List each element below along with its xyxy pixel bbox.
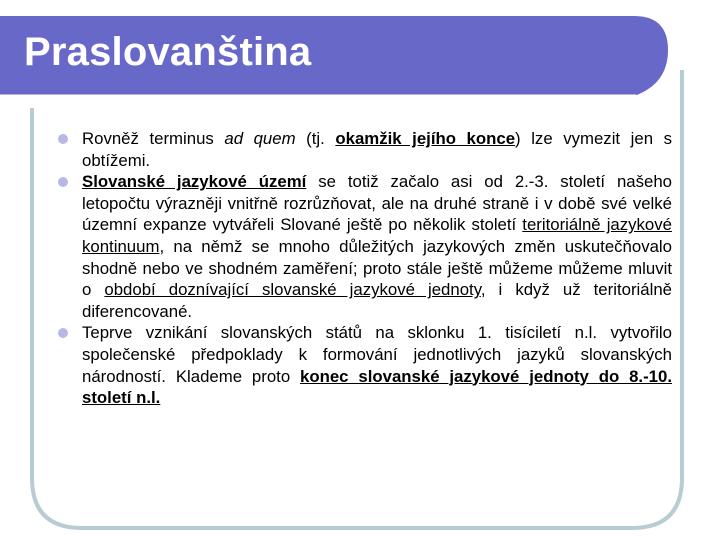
- text-run: Teprve vznikání slovanských států na sklonku 1. tisíciletí n.l. vytvořilo společenské předpoklady k formování jednotlivých jazyků slovanských národností. Klademe proto: [82, 323, 672, 386]
- text-run-underlined-bold: okamžik jejího konce: [335, 129, 516, 148]
- text-run: , na němž se mnoho důležitých jazykových změn uskutečňovalo shodně nebo ve shodném zaměření; proto stále ještě můžeme můžeme mluvit o: [82, 236, 672, 300]
- bullet-item-3: [60, 322, 672, 408]
- text-run-underlined: teritoriálně jazykové kontinuum: [82, 215, 672, 256]
- bullet-dot-icon: [58, 328, 68, 338]
- bullet-dot-icon: [58, 177, 68, 187]
- bullet-list: [60, 128, 672, 409]
- text-run: , i když už teritoriálně diferencované.: [82, 280, 672, 321]
- text-run-underlined-bold: konec slovanské jazykové jednoty do 8.-10. století n.l.: [82, 366, 672, 408]
- bullet-item-1: [60, 128, 672, 171]
- bullet-dot-icon: [58, 134, 68, 144]
- bullet-item-2: [60, 171, 672, 322]
- text-run: se totiž začalo asi od 2.-3. století našeho letopočtu výrazněji vnitřně rozrůzňovat, ale na druhé straně i v době své velké územní expanze vytvářeli Slované ještě po několik století: [82, 172, 672, 235]
- text-run-underlined: období doznívající slovanské jazykové jednoty: [104, 280, 481, 300]
- text-run: (tj.: [295, 129, 336, 148]
- text-run: ) lze vymezit jen s obtížemi.: [82, 129, 672, 170]
- slide-title: Praslovanština: [24, 30, 312, 74]
- text-run-underlined-bold: Slovanské jazykové území: [82, 172, 307, 192]
- text-run: Rovněž terminus: [82, 129, 225, 148]
- text-run-italic: ad quem: [224, 129, 296, 148]
